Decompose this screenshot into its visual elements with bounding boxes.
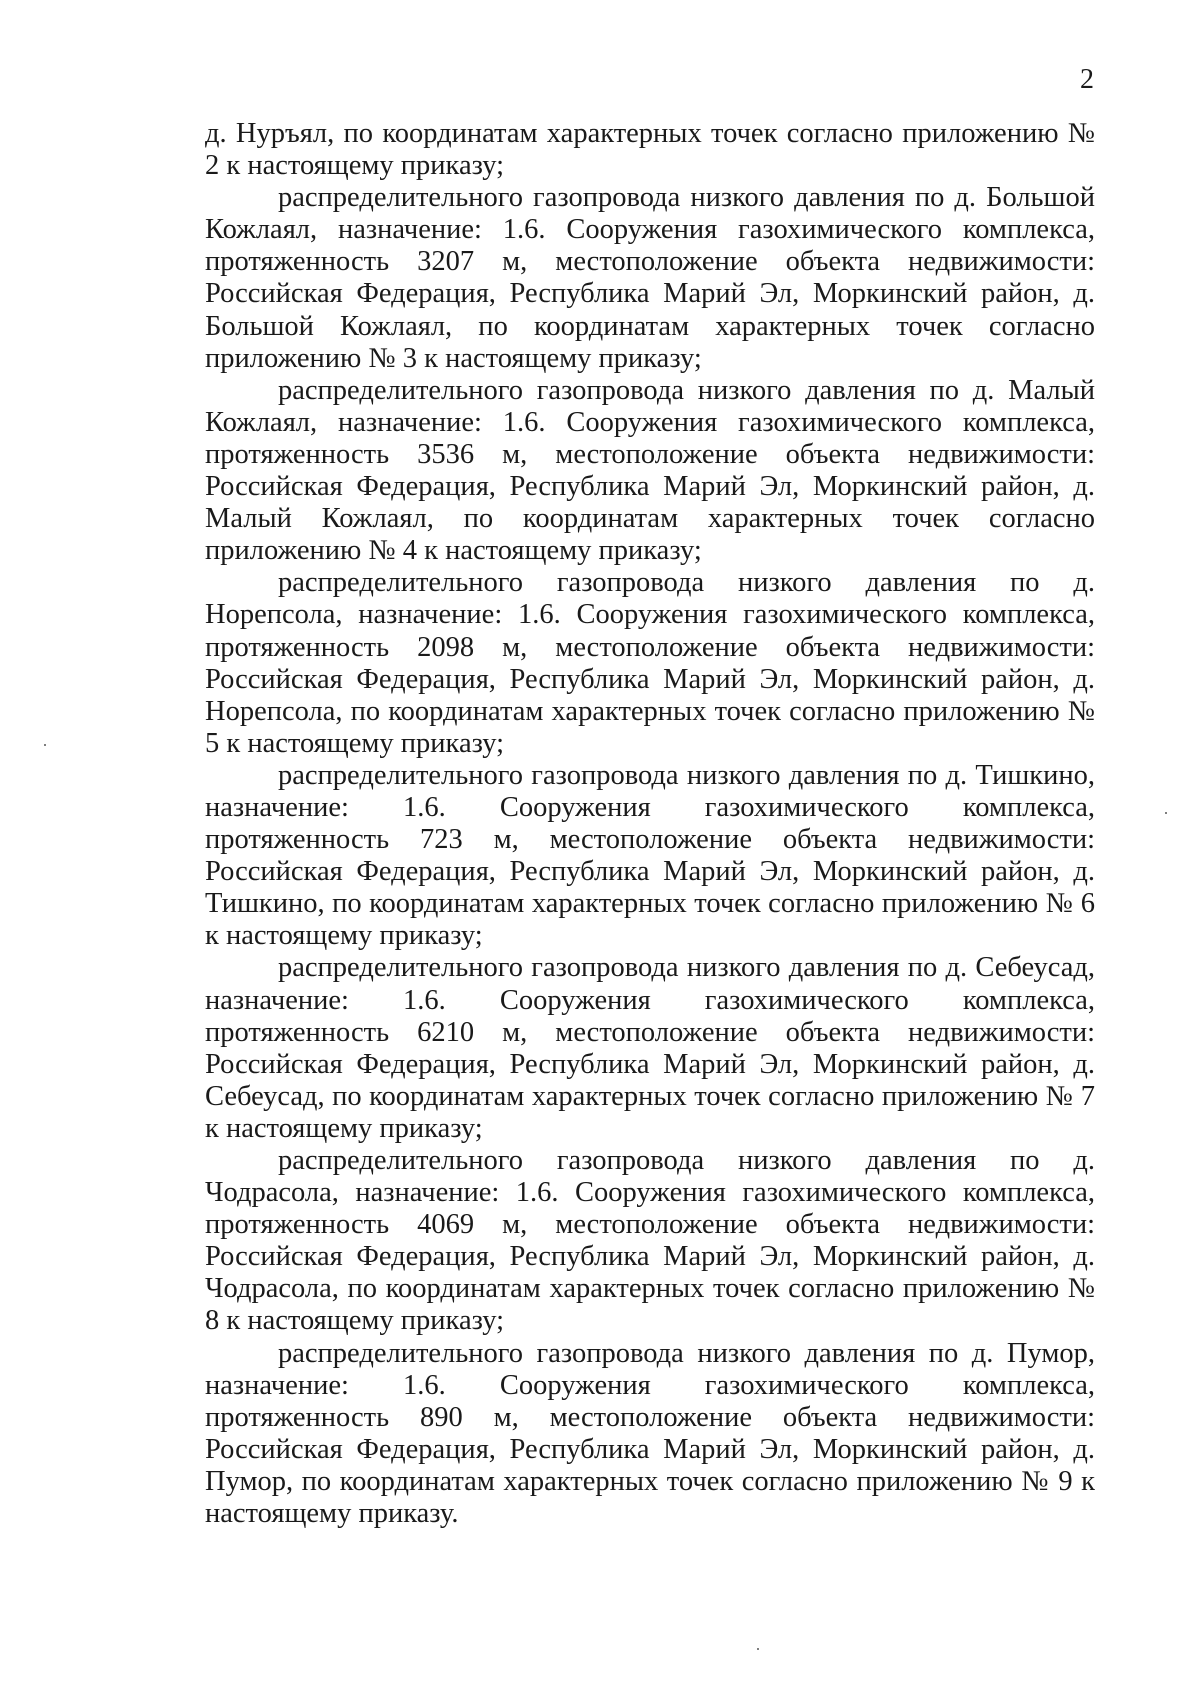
paragraph-nuryal: д. Нуръял, по координатам характерных точек согласно приложению № 2 к настоящему приказу; bbox=[205, 118, 1095, 182]
paragraph-sebeusad: распределительного газопровода низкого давления по д. Себеусад, назначение: 1.6. Сооружения газохимического комплекса, протяженность 6210 м, местоположение объекта недвижимости: Российская Федерация, Республика Марий Эл, Моркинский район, д. Себеусад, по координатам характерных точек согласно приложению № 7 к настоящему приказу; bbox=[205, 952, 1095, 1144]
paragraph-norepsola: распределительного газопровода низкого давления по д. Норепсола, назначение: 1.6. Сооружения газохимического комплекса, протяженность 2098 м, местоположение объекта недвижимости: Российская Федерация, Республика Марий Эл, Моркинский район, д. Норепсола, по координатам характерных точек согласно приложению № 5 к настоящему приказу; bbox=[205, 567, 1095, 759]
paragraph-tishkino: распределительного газопровода низкого давления по д. Тишкино, назначение: 1.6. Сооружения газохимического комплекса, протяженность 723 м, местоположение объекта недвижимости: Российская Федерация, Республика Марий Эл, Моркинский район, д. Тишкино, по координатам характерных точек согласно приложению № 6 к настоящему приказу; bbox=[205, 759, 1095, 952]
paragraph-chodrasola: распределительного газопровода низкого давления по д. Чодрасола, назначение: 1.6. Сооружения газохимического комплекса, протяженность 4069 м, местоположение объекта недвижимости: Российская Федерация, Республика Марий Эл, Моркинский район, д. Чодрасола, по координатам характерных точек согласно приложению № 8 к настоящему приказу; bbox=[205, 1145, 1095, 1337]
document-body bbox=[205, 118, 1095, 1530]
paragraph-maly-kozhlayal: распределительного газопровода низкого давления по д. Малый Кожлаял, назначение: 1.6. Сооружения газохимического комплекса, протяженность 3536 м, местоположение объекта недвижимости: Российская Федерация, Республика Марий Эл, Моркинский район, д. Малый Кожлаял, по координатам характерных точек согласно приложению № 4 к настоящему приказу; bbox=[205, 374, 1095, 567]
paragraph-pumor: распределительного газопровода низкого давления по д. Пумор, назначение: 1.6. Сооружения газохимического комплекса, протяженность 890 м, местоположение объекта недвижимости: Российская Федерация, Республика Марий Эл, Моркинский район, д. Пумор, по координатам характерных точек согласно приложению № 9 к настоящему приказу. bbox=[205, 1337, 1095, 1530]
scan-speck bbox=[44, 744, 46, 746]
page-number: 2 bbox=[1080, 64, 1094, 95]
paragraph-bolshoy-kozhlayal: распределительного газопровода низкого давления по д. Большой Кожлаял, назначение: 1.6. Сооружения газохимического комплекса, протяженность 3207 м, местоположение объекта недвижимости: Российская Федерация, Республика Марий Эл, Моркинский район, д. Большой Кожлаял, по координатам характерных точек согласно приложению № 3 к настоящему приказу; bbox=[205, 182, 1095, 374]
scan-speck bbox=[1165, 812, 1167, 814]
scan-speck bbox=[757, 1648, 759, 1650]
